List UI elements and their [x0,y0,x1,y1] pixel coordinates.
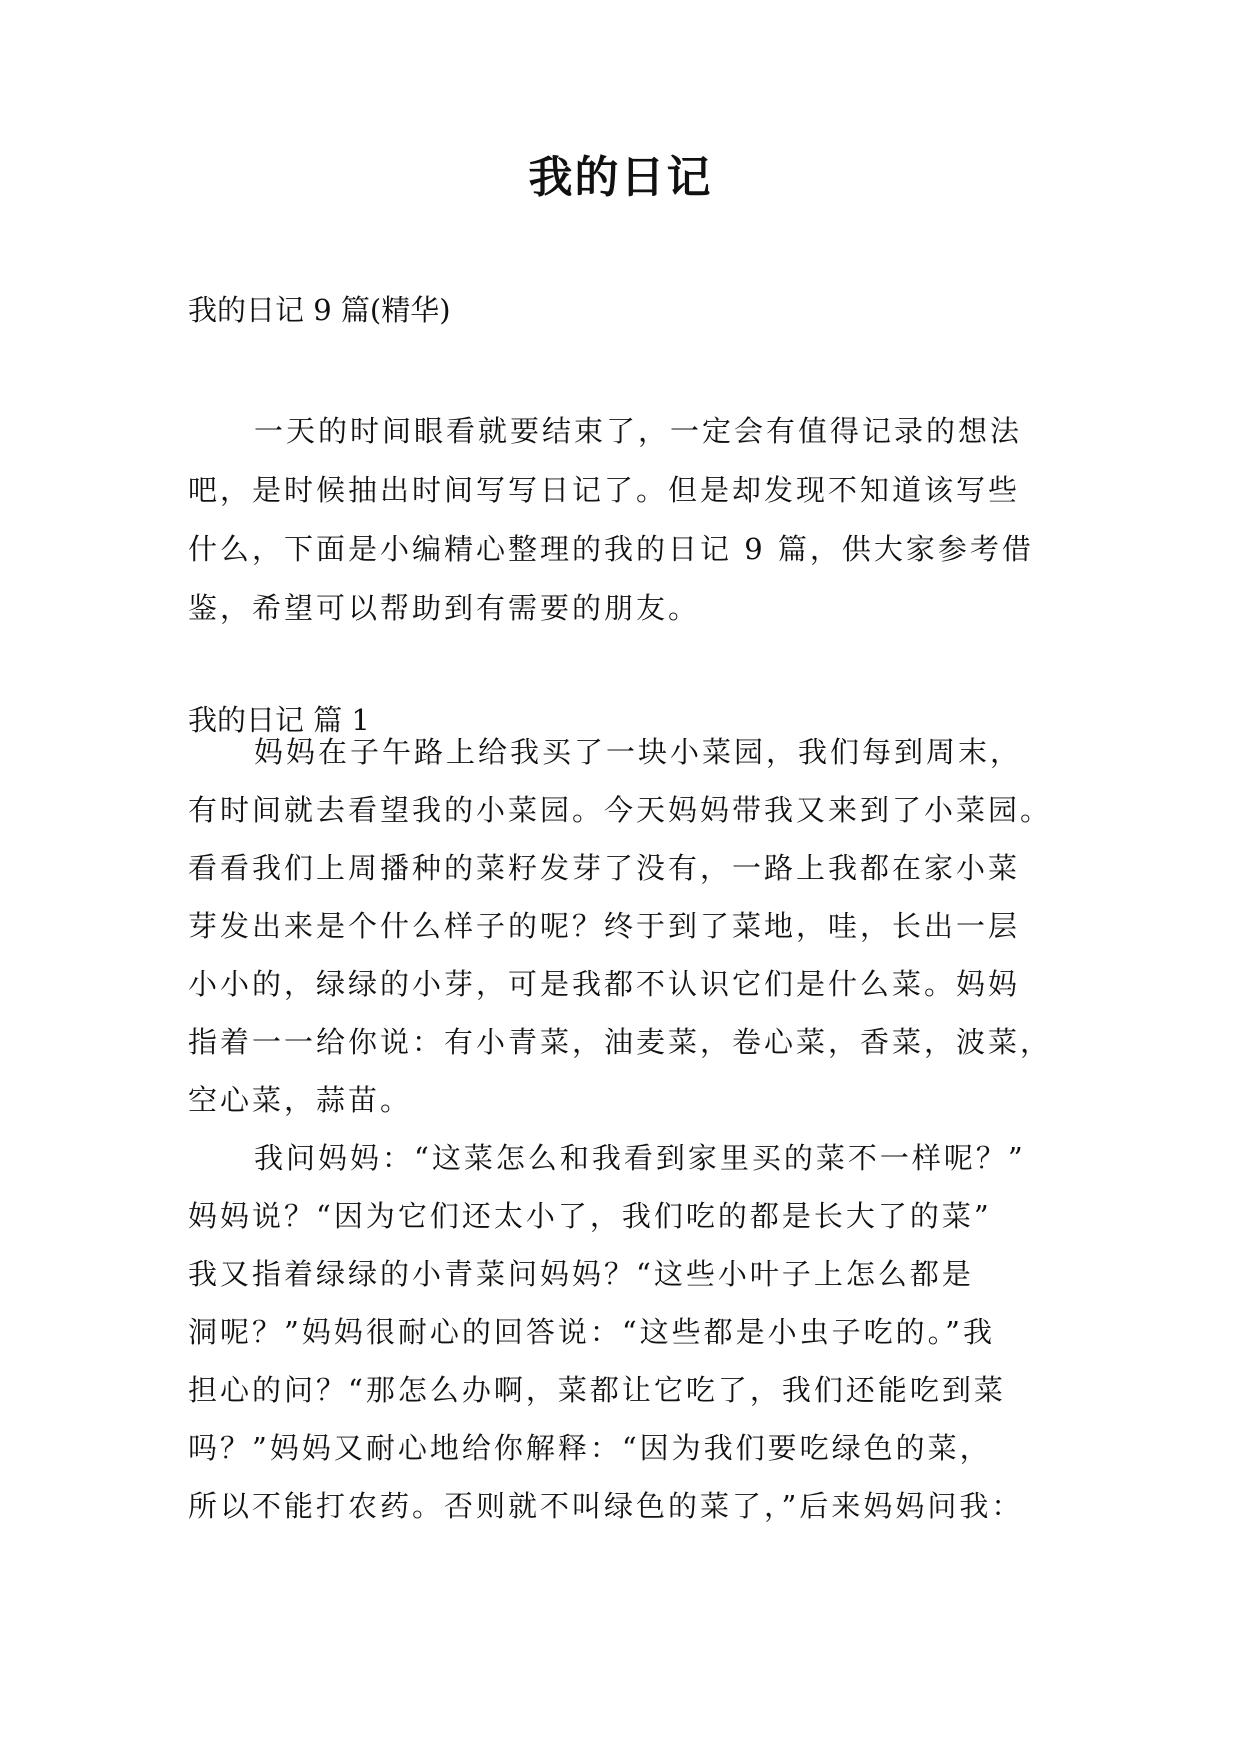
body-line: 洞呢？”妈妈很耐心的回答说：“这些都是小虫子吃的。”我 [188,1315,995,1349]
intro-line: 一天的时间眼看就要结束了，一定会有值得记录的想法 [254,414,1023,448]
intro-paragraph [188,402,1056,638]
body-line: 有时间就去看望我的小菜园。今天妈妈带我又来到了小菜园。 [188,793,1053,827]
body-line: 看看我们上周播种的菜籽发芽了没有，一路上我都在家小菜 [188,851,1021,885]
body-line: 妈妈在子午路上给我买了一块小菜园，我们每到周末， [254,735,1023,769]
intro-line: 什么，下面是小编精心整理的我的日记 9 篇，供大家参考借 [188,532,1034,566]
intro-line: 鉴，希望可以帮助到有需要的朋友。 [188,591,701,625]
body-line: 妈妈说？“因为它们还太小了，我们吃的都是长大了的菜” [188,1199,992,1233]
intro-line: 吧，是时候抽出时间写写日记了。但是却发现不知道该写些 [188,473,1021,507]
body-line: 所以不能打农药。否则就不叫绿色的菜了，”后来妈妈问我： [188,1489,1024,1523]
body-line: 担心的问？“那怎么办啊，菜都让它吃了，我们还能吃到菜 [188,1373,1006,1407]
body-line: 指着一一给你说：有小青菜，油麦菜，卷心菜，香菜，波菜， [188,1025,1053,1059]
body-line: 空心菜，蒜苗。 [188,1083,413,1117]
body-line: 我问妈妈：“这菜怎么和我看到家里买的菜不一样呢？” [254,1141,1026,1175]
body-line: 吗？”妈妈又耐心地给你解释：“因为我们要吃绿色的菜， [188,1431,992,1465]
body-line: 小小的，绿绿的小芽，可是我都不认识它们是什么菜。妈妈 [188,967,1021,1001]
document-subtitle: 我的日记 9 篇(精华) [188,293,451,327]
body-line: 我又指着绿绿的小青菜问妈妈？“这些小叶子上怎么都是 [188,1257,974,1291]
section-heading: 我的日记 篇 1 [188,703,370,737]
document-title: 我的日记 [528,152,713,203]
body-line: 芽发出来是个什么样子的呢？终于到了菜地，哇，长出一层 [188,909,1021,943]
section-1-body [188,723,1056,1535]
